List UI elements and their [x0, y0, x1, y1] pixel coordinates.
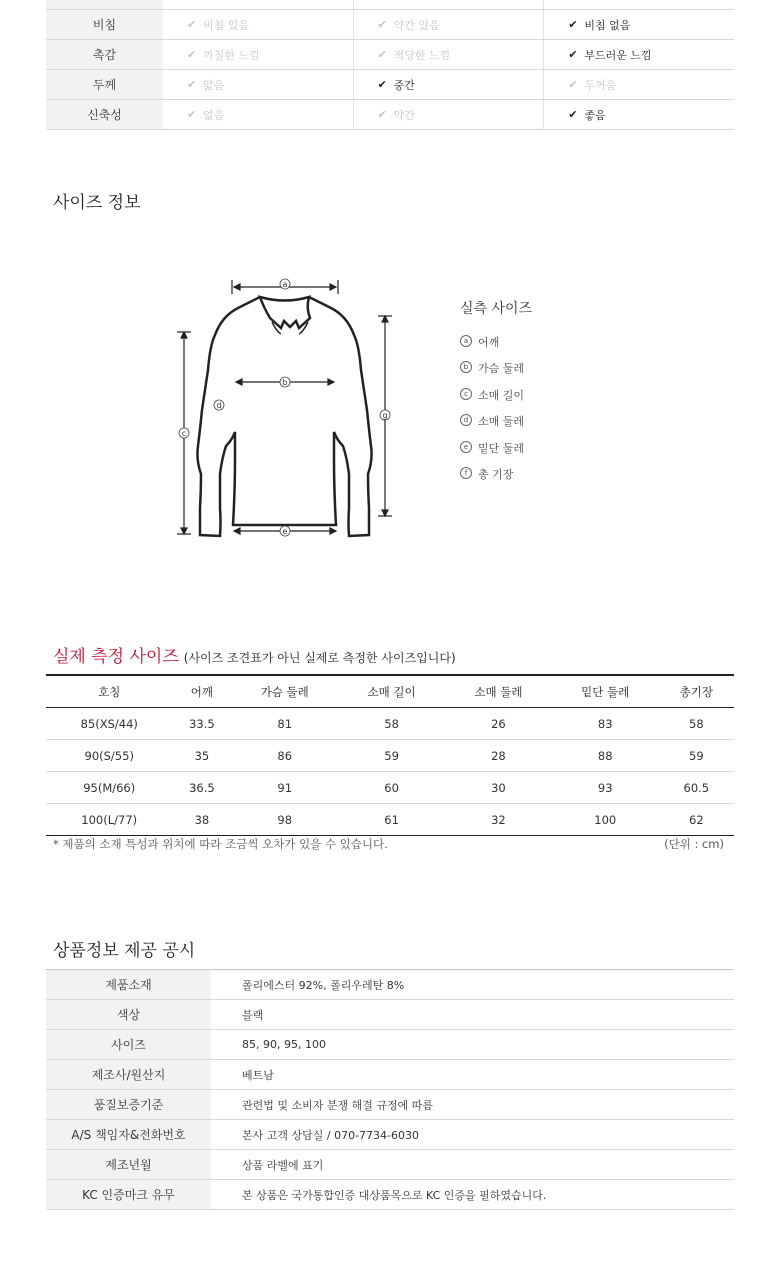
- size-table-header: 소매 둘레: [445, 675, 552, 708]
- table-cell: 35: [172, 740, 231, 772]
- property-option-selected: [543, 10, 734, 39]
- measurement-title: 실제 측정 사이즈: [53, 647, 179, 667]
- info-row: [46, 1000, 734, 1030]
- legend-item: [460, 387, 532, 413]
- product-info-title: 상품정보 제공 공시: [53, 941, 196, 961]
- legend-mark-icon: c: [460, 388, 472, 400]
- property-option: [543, 70, 734, 99]
- table-cell: 91: [231, 772, 338, 804]
- option-label: 까칠한 느낌: [203, 48, 260, 62]
- table-cell: 32: [445, 804, 552, 836]
- property-option: [353, 40, 544, 69]
- table-cell: 58: [338, 708, 445, 740]
- size-note: * 제품의 소재 특성과 위치에 따라 조금씩 오차가 있을 수 있습니다.: [53, 837, 388, 851]
- table-cell: 85(XS/44): [46, 708, 172, 740]
- table-cell: 98: [231, 804, 338, 836]
- info-value: 본사 고객 상담실 / 070-7734-6030: [242, 1128, 419, 1142]
- legend-item: [460, 466, 532, 492]
- table-cell: 28: [445, 740, 552, 772]
- check-icon: ✔: [187, 18, 197, 31]
- table-cell: 83: [552, 708, 659, 740]
- property-label: 두께: [46, 70, 163, 99]
- check-icon: ✔: [187, 108, 197, 121]
- garment-diagram: [160, 260, 420, 560]
- size-table-header: 밑단 둘레: [552, 675, 659, 708]
- option-label: 비침 있음: [203, 18, 250, 32]
- check-icon: ✔: [187, 48, 197, 61]
- option-label: 약간 있음: [393, 18, 440, 32]
- property-row: [46, 70, 734, 100]
- property-option: [163, 40, 353, 69]
- product-info-table: [46, 969, 734, 1210]
- check-icon: ✔: [377, 48, 387, 61]
- info-row: [46, 1180, 734, 1210]
- size-info-title: 사이즈 정보: [53, 193, 141, 213]
- diagram-label-e: e: [282, 527, 288, 536]
- table-cell: 38: [172, 804, 231, 836]
- table-cell: 33.5: [172, 708, 231, 740]
- check-icon: ✔: [568, 18, 578, 31]
- info-label: 사이즈: [46, 1030, 211, 1059]
- property-option-selected: [353, 70, 544, 99]
- table-cell: 86: [231, 740, 338, 772]
- info-row: [46, 970, 734, 1000]
- size-table: [46, 674, 734, 836]
- property-option-selected: [543, 40, 734, 69]
- property-row: [46, 10, 734, 40]
- check-icon: ✔: [187, 78, 197, 91]
- size-table-header: 가슴 둘레: [231, 675, 338, 708]
- table-cell: 90(S/55): [46, 740, 172, 772]
- table-cell: 93: [552, 772, 659, 804]
- fabric-property-table: [46, 0, 734, 130]
- collar: [260, 297, 310, 328]
- info-row: [46, 1090, 734, 1120]
- diagram-label-b: b: [282, 378, 288, 387]
- table-cell: 95(M/66): [46, 772, 172, 804]
- info-label: KC 인증마크 유무: [46, 1180, 211, 1209]
- option-label: 좋음: [584, 108, 606, 122]
- table-cell: 58: [659, 708, 734, 740]
- legend-item: [460, 413, 532, 439]
- info-label: 제조사/원산지: [46, 1060, 211, 1089]
- option-label: 적당한 느낌: [393, 48, 451, 62]
- legend-label: 가슴 둘레: [478, 362, 525, 376]
- property-row-partial: [46, 0, 734, 10]
- table-cell: 100: [552, 804, 659, 836]
- table-cell: 60.5: [659, 772, 734, 804]
- property-option: [163, 70, 353, 99]
- option-label: 없음: [203, 108, 225, 122]
- legend-label: 어깨: [478, 336, 500, 349]
- diagram-label-a: a: [282, 280, 288, 289]
- option-label: 비침 없음: [584, 18, 631, 32]
- check-icon: ✔: [377, 18, 387, 31]
- legend-label: 소매 둘레: [478, 415, 525, 429]
- table-row: [46, 708, 734, 740]
- table-cell: 81: [231, 708, 338, 740]
- size-table-header: 총기장: [659, 675, 734, 708]
- diagram-label-c: c: [181, 429, 187, 438]
- garment-outline: [197, 297, 371, 536]
- check-icon: ✔: [568, 48, 578, 61]
- info-row: [46, 1030, 734, 1060]
- legend-label: 소매 길이: [478, 388, 525, 402]
- property-option-selected: [543, 100, 734, 129]
- option-label: 중간: [393, 78, 415, 92]
- table-row: [46, 804, 734, 836]
- property-row: [46, 100, 734, 130]
- info-label: 제조년월: [46, 1150, 211, 1179]
- check-icon: ✔: [377, 108, 387, 121]
- table-cell: 60: [338, 772, 445, 804]
- option-label: 얇음: [203, 78, 225, 92]
- info-value: 상품 라벨에 표기: [242, 1158, 324, 1172]
- property-label: 비침: [46, 10, 163, 39]
- legend-mark-icon: d: [460, 414, 472, 426]
- legend-mark-icon: e: [460, 441, 472, 453]
- info-label: 제품소재: [46, 970, 211, 999]
- info-label: A/S 책임자&전화번호: [46, 1120, 211, 1149]
- legend-item: [460, 440, 532, 466]
- info-row: [46, 1060, 734, 1090]
- table-cell: 61: [338, 804, 445, 836]
- legend-mark-icon: f: [460, 467, 472, 479]
- table-cell: 62: [659, 804, 734, 836]
- table-row: [46, 740, 734, 772]
- info-row: [46, 1120, 734, 1150]
- table-cell: 26: [445, 708, 552, 740]
- table-cell: 100(L/77): [46, 804, 172, 836]
- legend-item: [460, 334, 532, 360]
- info-value: 베트남: [242, 1068, 274, 1082]
- measurement-heading: [53, 642, 456, 667]
- measurement-subtitle: (사이즈 조견표가 아닌 실제로 측정한 사이즈입니다): [183, 651, 456, 665]
- legend-mark-icon: a: [460, 335, 472, 347]
- info-value: 85, 90, 95, 100: [242, 1038, 326, 1051]
- info-label: 품질보증기준: [46, 1090, 211, 1119]
- table-cell: 30: [445, 772, 552, 804]
- legend-label: 밑단 둘레: [478, 441, 525, 455]
- diagram-label-g: g: [382, 411, 388, 420]
- info-value: 관련법 및 소비자 분쟁 해결 규정에 따름: [242, 1098, 433, 1112]
- size-table-header: 어깨: [172, 675, 231, 708]
- legend-mark-icon: b: [460, 361, 472, 373]
- property-label: [46, 0, 163, 9]
- option-label: 약간: [393, 108, 415, 122]
- option-label: 두꺼움: [584, 78, 617, 92]
- property-option: [163, 100, 353, 129]
- property-option: [353, 10, 544, 39]
- legend-item: [460, 360, 532, 386]
- info-value: 폴리에스터 92%, 폴리우레탄 8%: [242, 978, 405, 992]
- option-label: 부드러운 느낌: [584, 48, 652, 62]
- size-table-header: 소매 길이: [338, 675, 445, 708]
- info-row: [46, 1150, 734, 1180]
- check-icon: ✔: [568, 78, 578, 91]
- property-label: 촉감: [46, 40, 163, 69]
- table-cell: 88: [552, 740, 659, 772]
- table-cell: 36.5: [172, 772, 231, 804]
- table-cell: 59: [338, 740, 445, 772]
- size-table-header: 호칭: [46, 675, 172, 708]
- check-icon: ✔: [377, 78, 387, 91]
- legend-label: 총 기장: [478, 467, 514, 481]
- check-icon: ✔: [568, 108, 578, 121]
- table-cell: 59: [659, 740, 734, 772]
- property-label: 신축성: [46, 100, 163, 129]
- size-legend: [460, 298, 532, 492]
- diagram-label-d: d: [216, 401, 222, 410]
- info-value: 블랙: [242, 1008, 264, 1022]
- info-value: 본 상품은 국가통합인증 대상품목으로 KC 인증을 필하였습니다.: [242, 1188, 547, 1202]
- legend-title: 실측 사이즈: [460, 301, 533, 317]
- property-option: [353, 100, 544, 129]
- property-row: [46, 40, 734, 70]
- property-option: [163, 10, 353, 39]
- size-unit: (단위 : cm): [664, 837, 724, 851]
- table-row: [46, 772, 734, 804]
- info-label: 색상: [46, 1000, 211, 1029]
